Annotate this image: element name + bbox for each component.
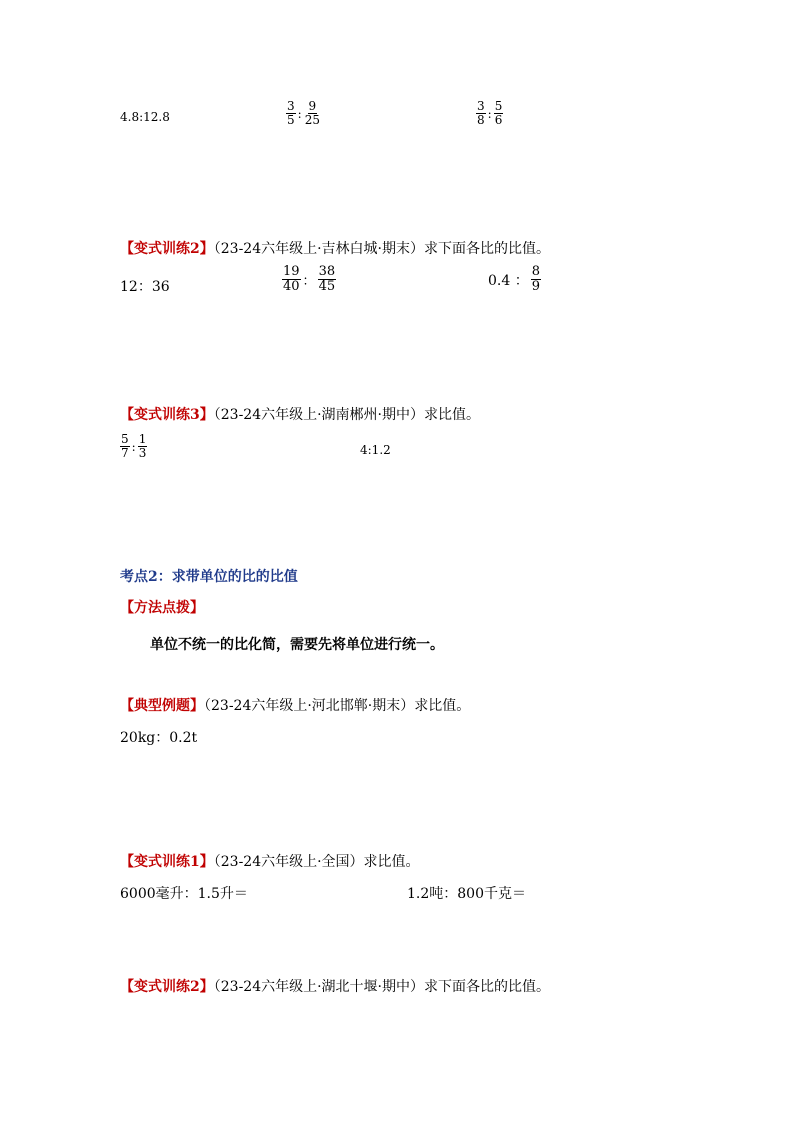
variant-2-heading — [120, 976, 550, 996]
denominator: 45 — [318, 279, 336, 295]
numerator: 3 — [477, 99, 485, 113]
numerator: 5 — [494, 99, 503, 113]
exercise-source: （23-24六年级上·全国）求比值。 — [213, 854, 420, 870]
example-source: （23-24六年级上·河北邯郸·期末）求比值。 — [204, 698, 471, 714]
method-text: 单位不统一的比化简，需要先将单位进行统一。 — [150, 637, 444, 653]
numerator: 5 — [121, 432, 129, 446]
ratio-20kg-0-2t: 20kg：0.2t — [120, 730, 198, 746]
denominator: 5 — [287, 113, 295, 128]
ratio-4-1-2: 4:1.2 — [360, 443, 391, 457]
exercise-2-heading — [120, 238, 550, 258]
exercise-tag: 【变式训练2】 — [120, 979, 214, 995]
ratio-fraction-19-40-38-45 — [282, 265, 336, 295]
numerator: 19 — [283, 264, 300, 279]
variant-1-heading — [120, 851, 420, 871]
method-tag: 【方法点拨】 — [120, 600, 204, 616]
example-tag: 【典型例题】 — [120, 698, 204, 714]
denominator: 8 — [477, 113, 485, 128]
exercise-source: （23-24六年级上·湖南郴州·期中）求比值。 — [213, 407, 481, 423]
denominator: 7 — [121, 446, 129, 461]
ratio-colon: : — [487, 106, 492, 121]
exercise-tag: 【变式训练2】 — [120, 241, 214, 257]
ratio-fraction-3-5-9-25 — [286, 100, 321, 127]
ratio-fraction-3-8-5-6 — [476, 100, 503, 127]
ratio-fraction-5-7-1-3 — [120, 433, 147, 460]
ratio-colon: : — [297, 106, 302, 121]
ratio-colon: : — [131, 439, 136, 454]
ratio-lead: 0.4 ： — [488, 272, 529, 289]
numerator: 9 — [308, 99, 317, 113]
ratio-4-8-12-8: 4.8:12.8 — [120, 110, 170, 124]
denominator: 25 — [304, 113, 320, 128]
exercise-source: （23-24六年级上·吉林白城·期末）求下面各比的比值。 — [213, 241, 551, 257]
ratio-colon: ： — [302, 274, 316, 290]
numerator: 1 — [138, 432, 147, 446]
ratio-1-2t-800kg: 1.2吨：800千克＝ — [407, 886, 526, 902]
denominator: 6 — [494, 113, 503, 128]
denominator: 9 — [531, 279, 540, 295]
ratio-0-4-8-9 — [486, 265, 541, 295]
ratio-6000ml-1-5l: 6000毫升：1.5升＝ — [120, 886, 248, 902]
numerator: 3 — [287, 99, 295, 113]
section-title: 考点2：求带单位的比的比值 — [120, 569, 298, 585]
denominator: 40 — [283, 279, 300, 295]
exercise-source: （23-24六年级上·湖北十堰·期中）求下面各比的比值。 — [213, 979, 551, 995]
numerator: 38 — [318, 264, 336, 279]
exercise-3-heading — [120, 404, 480, 424]
ratio-12-36: 12：36 — [120, 279, 170, 295]
numerator: 8 — [531, 264, 540, 279]
exercise-tag: 【变式训练1】 — [120, 854, 214, 870]
exercise-tag: 【变式训练3】 — [120, 407, 214, 423]
example-heading — [120, 695, 470, 715]
denominator: 3 — [138, 446, 147, 461]
